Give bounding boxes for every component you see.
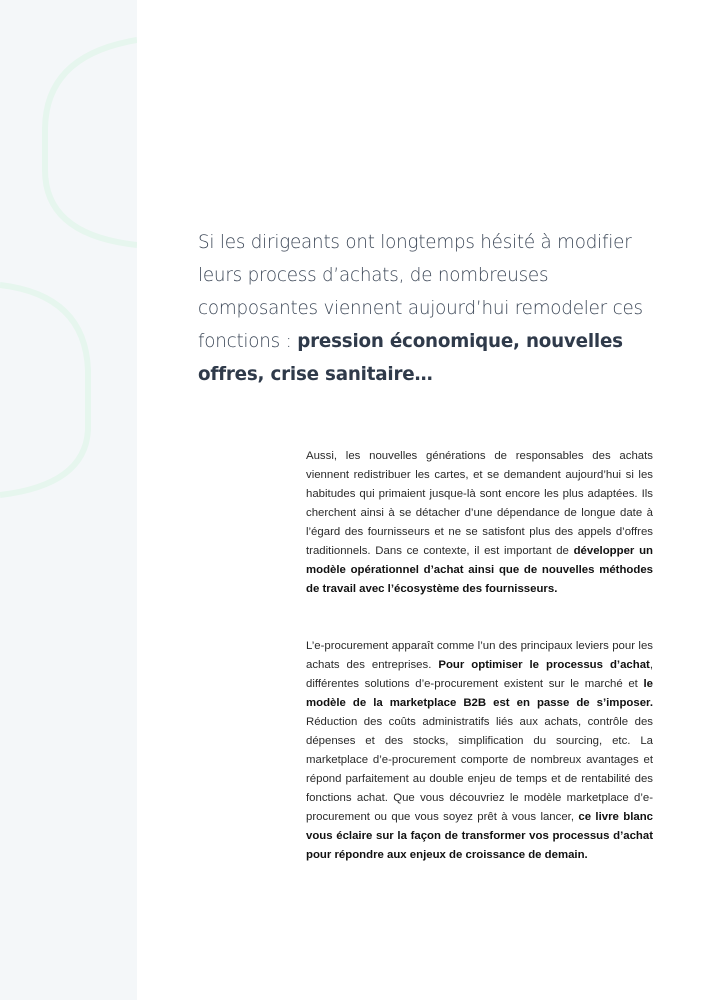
paragraph-bold: développer un modèle opérationnel d’achat ainsi que de nouvelles méthodes de travail avec l’écosystème des fournisseurs. (306, 545, 653, 595)
intro-bold: pression économique, nouvelles offres, crise sanitaire… (198, 331, 623, 385)
decorative-sidebar (0, 0, 137, 1000)
paragraph-text: L’e-procurement apparaît comme l’un des principaux leviers pour les achats des entreprises. (306, 640, 653, 671)
paragraph-1 (306, 447, 653, 599)
paragraph-bold: le modèle de la marketplace B2B est en passe de s’imposer. (306, 678, 653, 709)
paragraph-text: , différentes solutions d’e-procurement existent sur le marché et (306, 659, 653, 690)
paragraph-2 (306, 637, 653, 865)
paragraph-text: Réduction des coûts administratifs liés aux achats, contrôle des dépenses et des stocks, simplification du sourcing, etc. La marketplace d’e-procurement comporte de nombreux avantages et répond parfaitement au double enjeu de temps et de rentabilité des fonctions achat. Que vous découvriez le modèle marketplace d’e-procurement ou que vous soyez prêt à vous lancer, (306, 716, 653, 823)
decorative-rounded-shapes (0, 0, 137, 1000)
intro-heading (198, 226, 668, 391)
paragraph-text: Aussi, les nouvelles générations de responsables des achats viennent redistribuer les cartes, et se demandent aujourd’hui si les habitudes qui primaient jusque-là sont encore les plus adaptées. Ils cherchent ainsi à se détacher d’une dépendance de longue date à l’égard des fournisseurs et ne se satisfont plus des appels d’offres traditionnels. Dans ce contexte, il est important de (306, 450, 653, 557)
intro-text: Si les dirigeants ont longtemps hésité à modifier leurs process d’achats, de nombreuses composantes viennent aujourd’hui remodeler ces fonctions : (198, 232, 643, 352)
paragraph-bold: ce livre blanc vous éclaire sur la façon de transformer vos processus d’achat pour répondre aux enjeux de croissance de demain. (306, 811, 653, 861)
paragraph-bold: Pour optimiser le processus d’achat (438, 659, 650, 671)
